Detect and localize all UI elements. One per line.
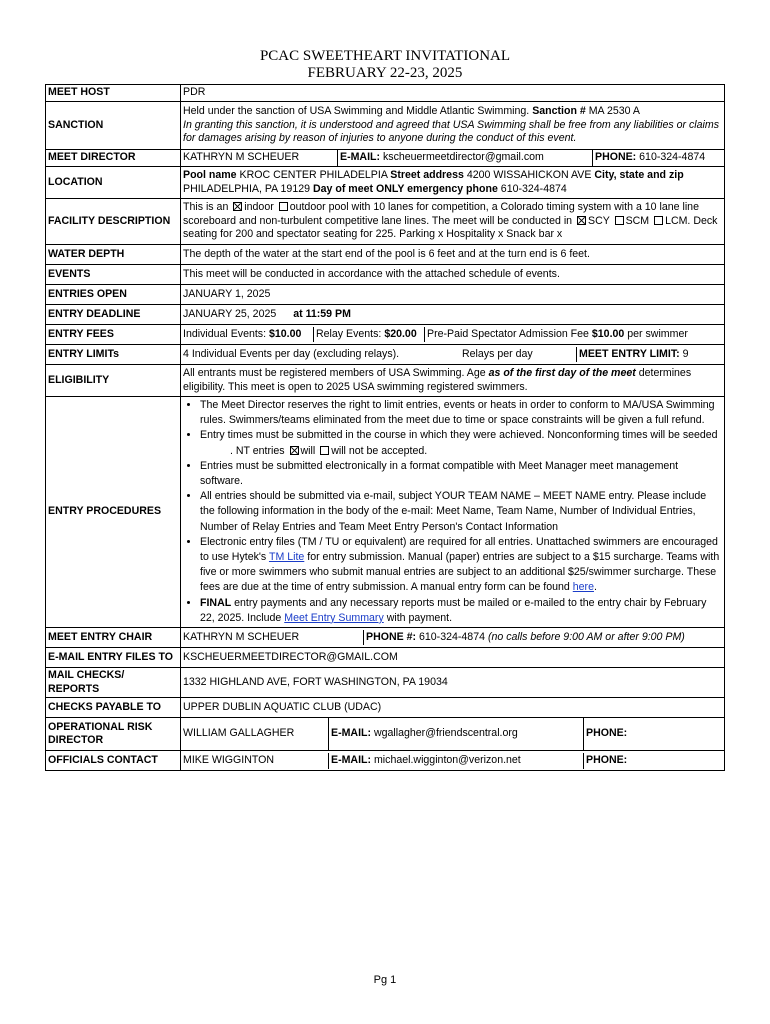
procedure-text: will not be accepted. (331, 444, 428, 457)
location-value (181, 167, 725, 199)
row-entry-limits (46, 345, 725, 365)
facility-label: FACILITY DESCRIPTION (46, 199, 181, 245)
mail-checks-label: MAIL CHECKS/ REPORTS (46, 668, 181, 698)
procedure-item: • Entries must be submitted electronically in a format compatible with Meet Manager meet management software. (200, 459, 722, 489)
row-eligibility (46, 365, 725, 397)
meet-entry-chair-phone: 610-324-4874 (419, 630, 485, 643)
document-title: PCAC SWEETHEART INVITATIONAL (259, 48, 511, 64)
indoor-checkbox[interactable] (233, 202, 242, 211)
procedure-final-label: FINAL (200, 596, 232, 609)
water-depth-label: WATER DEPTH (46, 245, 181, 265)
city: PHILADELPHIA, PA 19129 (183, 182, 311, 195)
outdoor-checkbox[interactable] (279, 202, 288, 211)
facility-intro: This is an (183, 201, 229, 214)
meet-entry-summary-link[interactable]: Meet Entry Summary (284, 611, 384, 624)
nt-will-not-checkbox[interactable] (320, 446, 329, 455)
meet-director-phone: 610-324-4874 (639, 151, 706, 164)
scy-checkbox[interactable] (577, 216, 586, 225)
entry-limits-label: ENTRY LIMITs (46, 345, 181, 365)
procedure-item: • All entries should be submitted via e-mail, subject YOUR TEAM NAME – MEET NAME entry. Please include the following information in the body of the e-mail: Meet Name, Team Name, Number of Individual Entries, Number of Relay Entries and Team Meet Entry Person's Contact Information (200, 489, 722, 535)
eligibility-label: ELIGIBILITY (46, 365, 181, 397)
events-label: EVENTS (46, 265, 181, 285)
row-events (46, 265, 725, 285)
meet-host-label: MEET HOST (46, 85, 181, 102)
row-meet-director (46, 150, 725, 167)
city-label: City, state and zip (594, 168, 684, 181)
relay-limit: Relays per day (460, 347, 577, 363)
tm-lite-link[interactable]: TM Lite (268, 551, 305, 564)
emergency-phone-label: Day of meet ONLY emergency phone (312, 182, 498, 195)
risk-director-email[interactable]: wgallagher@friendscentral.org (373, 727, 518, 740)
sanction-number: MA 2530 A (588, 105, 640, 118)
eligibility-text-1: All entrants must be registered members of USA Swimming. Age (183, 366, 486, 379)
meet-director-email[interactable]: kscheuermeetdirector@gmail.com (382, 151, 544, 164)
relay-fee-label: Relay Events: (316, 327, 382, 340)
entry-deadline-time: at 11:59 PM (293, 307, 351, 320)
street: 4200 WISSAHICKON AVE (466, 168, 592, 181)
procedure-item: • The Meet Director reserves the right to limit entries, events or heats in order to conform to MA/USA Swimming rules. Swimmers/teams eliminated from the meet due to time or space constraints will be given a full refund. (200, 398, 722, 428)
meet-info-table (45, 84, 725, 771)
meet-host-value: PDR (181, 85, 725, 102)
manual-entry-form-link[interactable]: here (572, 581, 594, 594)
events-value: This meet will be conducted in accordance with the attached schedule of events. (181, 265, 725, 285)
scm-text: SCM (625, 214, 650, 227)
outdoor-text: outdoor pool with 10 lanes for competition, a Colorado timing system with a 10 lane line scoreboard and non-turbulent competitive lane lines. The meet will be conducted in (183, 201, 699, 227)
row-location (46, 167, 725, 199)
row-mail-checks (46, 668, 725, 698)
relay-fee: $20.00 (384, 327, 417, 340)
row-risk-director (46, 718, 725, 751)
procedure-item (200, 535, 722, 596)
scm-checkbox[interactable] (615, 216, 624, 225)
sanction-number-label: Sanction # (532, 105, 586, 118)
meet-entry-limit-label: MEET ENTRY LIMIT: (579, 347, 680, 360)
individual-limit: 4 Individual Events per day (excluding relays). (183, 347, 400, 360)
procedure-text: Entry times must be submitted in the course in which they were achieved. Nonconforming times will be seeded (200, 429, 718, 442)
risk-director-label: OPERATIONAL RISK DIRECTOR (46, 718, 181, 751)
row-entry-procedures (46, 397, 725, 628)
risk-director-name: WILLIAM GALLAGHER (181, 718, 329, 750)
sanction-text: Held under the sanction of USA Swimming and Middle Atlantic Swimming. (183, 105, 530, 118)
row-facility (46, 199, 725, 245)
email-entry-value[interactable]: KSCHEUERMEETDIRECTOR@GMAIL.COM (181, 648, 725, 668)
procedure-text: will (300, 444, 316, 457)
entry-fees-label: ENTRY FEES (46, 325, 181, 345)
meet-director-email-label: E-MAIL: (340, 151, 381, 164)
eligibility-text-2: determines eligibility. This meet is open to 2025 USA swimming registered swimmers. (183, 366, 692, 393)
emergency-phone: 610-324-4874 (500, 182, 567, 195)
nt-will-checkbox[interactable] (290, 446, 299, 455)
water-depth-value: The depth of the water at the start end of the pool is 6 feet and at the turn end is 6 feet. (181, 245, 725, 265)
spectator-fee-label: Pre-Paid Spectator Admission Fee (427, 327, 589, 340)
meet-director-label: MEET DIRECTOR (46, 150, 181, 167)
procedure-item (200, 596, 722, 626)
scy-text: SCY (588, 214, 610, 227)
risk-director-email-label: E-MAIL: (331, 727, 372, 740)
meet-entry-chair-note: (no calls before 9:00 AM or after 9:00 PM) (487, 630, 685, 643)
lcm-text: LCM. Deck seating for 200 and spectator seating for 225. Parking x Hospitality x Snack bar x (183, 214, 718, 241)
meet-entry-chair-label: MEET ENTRY CHAIR (46, 628, 181, 648)
facility-value (181, 199, 725, 245)
procedure-text: for entry submission. Manual (paper) entries are subject to a $15 surcharge. Teams with five or more swimmers who submit manual entries are subject to an additional $25/swimmer surcharge. These fees are due at the time of entry submission. A manual entry form can be found (200, 551, 720, 594)
email-entry-label: E-MAIL ENTRY FILES TO (46, 648, 181, 668)
row-checks-payable (46, 698, 725, 718)
procedure-text: with payment. (386, 611, 453, 624)
entry-procedures-list (183, 398, 722, 626)
row-water-depth (46, 245, 725, 265)
officials-phone-label: PHONE: (586, 753, 628, 766)
pool-name-label: Pool name (183, 168, 237, 181)
eligibility-emphasis: as of the first day of the meet (488, 366, 636, 379)
officials-name: MIKE WIGGINTON (181, 753, 329, 769)
sanction-disclaimer: In granting this sanction, it is understood and agreed that USA Swimming shall be free from any liabilities or claims for damages arising by reason of injuries to anyone during the conduct of this event. (183, 118, 720, 145)
entry-deadline-date: JANUARY 25, 2025 (183, 307, 277, 320)
row-sanction (46, 102, 725, 150)
lcm-checkbox[interactable] (654, 216, 663, 225)
officials-email-label: E-MAIL: (331, 753, 372, 766)
location-label: LOCATION (46, 167, 181, 199)
row-officials (46, 751, 725, 771)
mail-checks-value: 1332 HIGHLAND AVE, FORT WASHINGTON, PA 19034 (181, 668, 725, 698)
sanction-label: SANCTION (46, 102, 181, 150)
page-number: Pg 1 (373, 974, 397, 986)
entry-deadline-label: ENTRY DEADLINE (46, 305, 181, 325)
entry-procedures-label: ENTRY PROCEDURES (46, 397, 181, 628)
pool-name: KROC CENTER PHILADELPIA (239, 168, 388, 181)
procedure-text: . NT entries (230, 444, 285, 457)
meet-director-name: KATHRYN M SCHEUER (181, 150, 338, 166)
procedure-text: . (593, 581, 597, 594)
row-meet-entry-chair (46, 628, 725, 648)
procedure-text: entry payments and any necessary reports must be mailed or e-mailed to the entry chair by February 22, 2025. Include (200, 596, 707, 624)
indoor-text: indoor (244, 201, 274, 214)
procedure-text: Electronic entry files (TM / TU or equivalent) are required for all entries. Unattached swimmers are encouraged to use Hytek's (200, 535, 718, 564)
spectator-fee: $10.00 (591, 327, 625, 340)
officials-label: OFFICIALS CONTACT (46, 751, 181, 771)
sanction-value (181, 102, 725, 150)
row-email-entry (46, 648, 725, 668)
meet-entry-chair-name: KATHRYN M SCHEUER (181, 630, 364, 646)
document-date: FEBRUARY 22-23, 2025 (307, 65, 463, 81)
individual-fee-label: Individual Events: (183, 327, 267, 340)
entries-open-label: ENTRIES OPEN (46, 285, 181, 305)
officials-email[interactable]: michael.wigginton@verizon.net (373, 753, 521, 766)
row-entries-open (46, 285, 725, 305)
meet-entry-chair-phone-label: PHONE #: (366, 630, 417, 643)
street-label: Street address (390, 168, 464, 181)
checks-payable-value: UPPER DUBLIN AQUATIC CLUB (UDAC) (181, 698, 725, 718)
individual-fee: $10.00 (269, 327, 302, 340)
procedure-item (200, 428, 722, 458)
meet-director-phone-label: PHONE: (595, 151, 637, 164)
meet-entry-limit: 9 (682, 347, 689, 360)
row-meet-host (46, 85, 725, 102)
checks-payable-label: CHECKS PAYABLE TO (46, 698, 181, 718)
entries-open-value: JANUARY 1, 2025 (181, 285, 725, 305)
risk-director-phone-label: PHONE: (586, 727, 628, 740)
row-entry-fees (46, 325, 725, 345)
spectator-fee-unit: per swimmer (627, 327, 688, 340)
row-entry-deadline (46, 305, 725, 325)
